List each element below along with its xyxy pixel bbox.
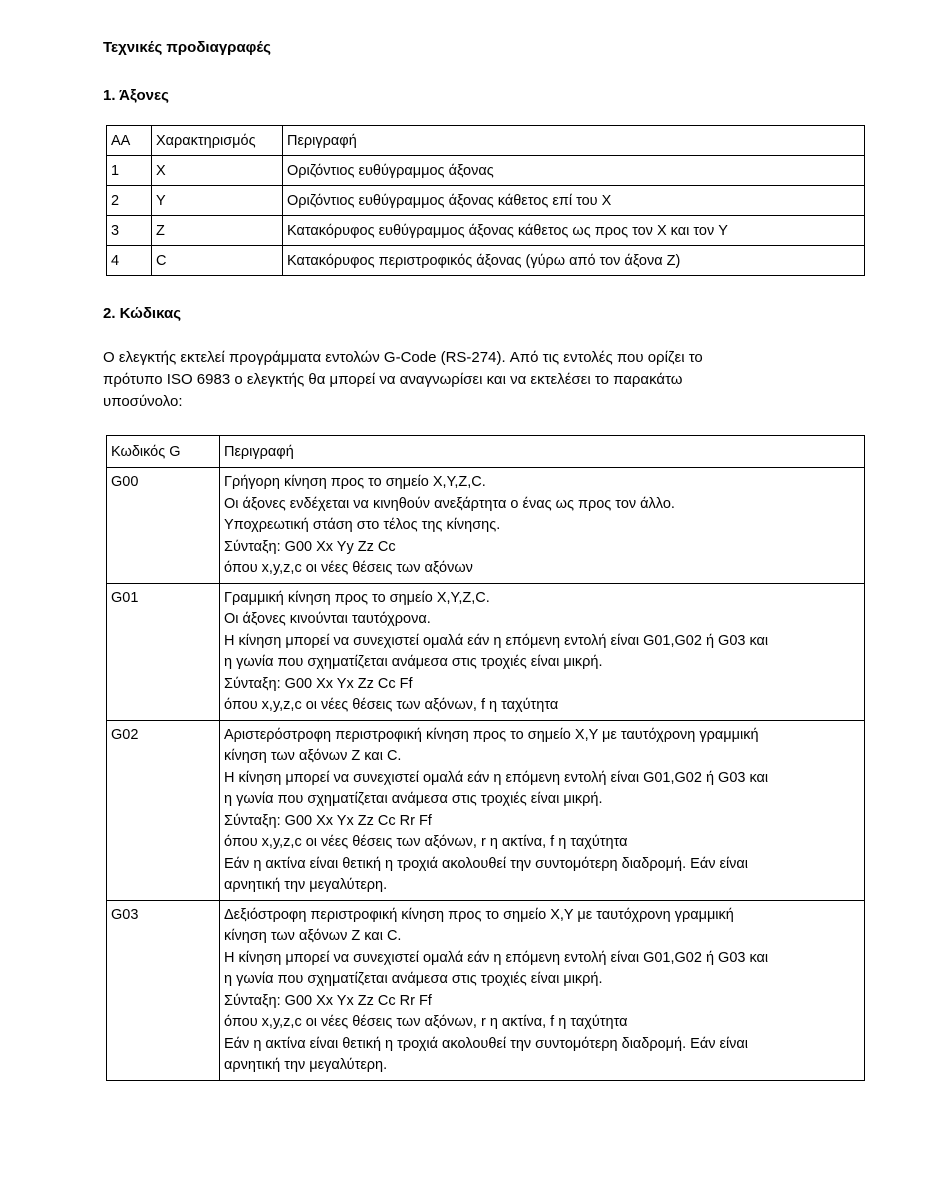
axis-number: 1 [107, 156, 152, 186]
section-axes-title: 1. Άξονες [103, 87, 169, 104]
paragraph-line: υποσύνολο: [103, 393, 183, 410]
description-line: κίνηση των αξόνων Z και C. [224, 748, 402, 764]
description-line: Γρήγορη κίνηση προς το σημείο X,Y,Z,C. [224, 474, 486, 490]
description-line: αρνητική την μεγαλύτερη. [224, 1057, 388, 1073]
axis-number: 2 [107, 186, 152, 216]
axis-number: 3 [107, 216, 152, 246]
gcode-header-code: Κωδικός G [107, 436, 220, 468]
gcode-table [106, 435, 865, 1081]
axis-description: Κατακόρυφος ευθύγραμμος άξονας κάθετος ως προς τον X και τον Y [283, 216, 865, 246]
description-line: Σύνταξη: G00 Xx Yx Zz Cc Rr Ff [224, 812, 432, 829]
axis-designation: C [152, 246, 283, 276]
table-row [107, 720, 865, 900]
axes-header-aa: ΑΑ [107, 126, 152, 156]
description-line: αρνητική την μεγαλύτερη. [224, 877, 388, 893]
axes-table-header-row [107, 126, 865, 156]
table-row [107, 156, 865, 186]
description-line: όπου x,y,z,c οι νέες θέσεις των αξόνων, f η ταχύτητα [224, 697, 559, 713]
axis-description: Κατακόρυφος περιστροφικός άξονας (γύρω από τον άξονα Z) [283, 246, 865, 276]
description-line: Η κίνηση μπορεί να συνεχιστεί ομαλά εάν η επόμενη εντολή είναι G01,G02 ή G03 και [224, 949, 769, 966]
paragraph-line: πρότυπο ISO 6983 ο ελεγκτής θα μπορεί να αναγνωρίσει και να εκτελέσει το παρακάτω [103, 371, 683, 388]
gcode-code: G00 [107, 468, 220, 584]
description-line: όπου x,y,z,c οι νέες θέσεις των αξόνων, r η ακτίνα, f η ταχύτητα [224, 834, 628, 850]
description-line: η γωνία που σχηματίζεται ανάμεσα στις τροχιές είναι μικρή. [224, 791, 603, 807]
table-row [107, 186, 865, 216]
description-line: Εάν η ακτίνα είναι θετική η τροχιά ακολουθεί την συντομότερη διαδρομή. Εάν είναι [224, 1035, 749, 1052]
gcode-code: G03 [107, 900, 220, 1080]
table-row [107, 583, 865, 720]
description-line: Σύνταξη: G00 Xx Yy Zz Cc [224, 538, 396, 555]
axis-designation: X [152, 156, 283, 186]
axes-header-description: Περιγραφή [283, 126, 865, 156]
description-line: Δεξιόστροφη περιστροφική κίνηση προς το σημείο X,Y με ταυτόχρονη γραμμική [224, 906, 734, 923]
code-intro-paragraph [103, 347, 793, 413]
description-line: Γραμμική κίνηση προς το σημείο X,Y,Z,C. [224, 589, 490, 606]
axes-table [106, 125, 865, 276]
gcode-code: G02 [107, 720, 220, 900]
description-line: Οι άξονες κινούνται ταυτόχρονα. [224, 611, 431, 627]
gcode-description [220, 720, 865, 900]
description-line: Αριστερόστροφη περιστροφική κίνηση προς το σημείο X,Y με ταυτόχρονη γραμμική [224, 726, 759, 743]
description-line: Η κίνηση μπορεί να συνεχιστεί ομαλά εάν η επόμενη εντολή είναι G01,G02 ή G03 και [224, 632, 769, 649]
table-row [107, 468, 865, 584]
gcode-description [220, 583, 865, 720]
description-line: Οι άξονες ενδέχεται να κινηθούν ανεξάρτητα ο ένας ως προς τον άλλο. [224, 495, 675, 512]
description-line: Εάν η ακτίνα είναι θετική η τροχιά ακολουθεί την συντομότερη διαδρομή. Εάν είναι [224, 855, 749, 872]
axes-header-designation: Χαρακτηρισμός [152, 126, 283, 156]
document-title: Τεχνικές προδιαγραφές [103, 39, 271, 56]
section-code-title: 2. Κώδικας [103, 305, 181, 322]
description-line: όπου x,y,z,c οι νέες θέσεις των αξόνων, r η ακτίνα, f η ταχύτητα [224, 1014, 628, 1030]
table-row [107, 246, 865, 276]
axis-designation: Y [152, 186, 283, 216]
description-line: όπου x,y,z,c οι νέες θέσεις των αξόνων [224, 560, 473, 576]
description-line: η γωνία που σχηματίζεται ανάμεσα στις τροχιές είναι μικρή. [224, 654, 603, 670]
gcode-description [220, 900, 865, 1080]
description-line: Σύνταξη: G00 Xx Yx Zz Cc Ff [224, 675, 413, 692]
gcode-description [220, 468, 865, 584]
gcode-table-header-row [107, 436, 865, 468]
axis-number: 4 [107, 246, 152, 276]
gcode-code: G01 [107, 583, 220, 720]
description-line: Υποχρεωτική στάση στο τέλος της κίνησης. [224, 517, 501, 533]
description-line: Η κίνηση μπορεί να συνεχιστεί ομαλά εάν η επόμενη εντολή είναι G01,G02 ή G03 και [224, 769, 769, 786]
axis-designation: Z [152, 216, 283, 246]
axis-description: Οριζόντιος ευθύγραμμος άξονας [283, 156, 865, 186]
table-row [107, 900, 865, 1080]
description-line: Σύνταξη: G00 Xx Yx Zz Cc Rr Ff [224, 992, 432, 1009]
axis-description: Οριζόντιος ευθύγραμμος άξονας κάθετος επί του X [283, 186, 865, 216]
description-line: η γωνία που σχηματίζεται ανάμεσα στις τροχιές είναι μικρή. [224, 971, 603, 987]
table-row [107, 216, 865, 246]
gcode-header-description: Περιγραφή [220, 436, 865, 468]
paragraph-line: Ο ελεγκτής εκτελεί προγράμματα εντολών G-Code (RS-274). Από τις εντολές που ορίζει το [103, 349, 703, 366]
description-line: κίνηση των αξόνων Z και C. [224, 928, 402, 944]
